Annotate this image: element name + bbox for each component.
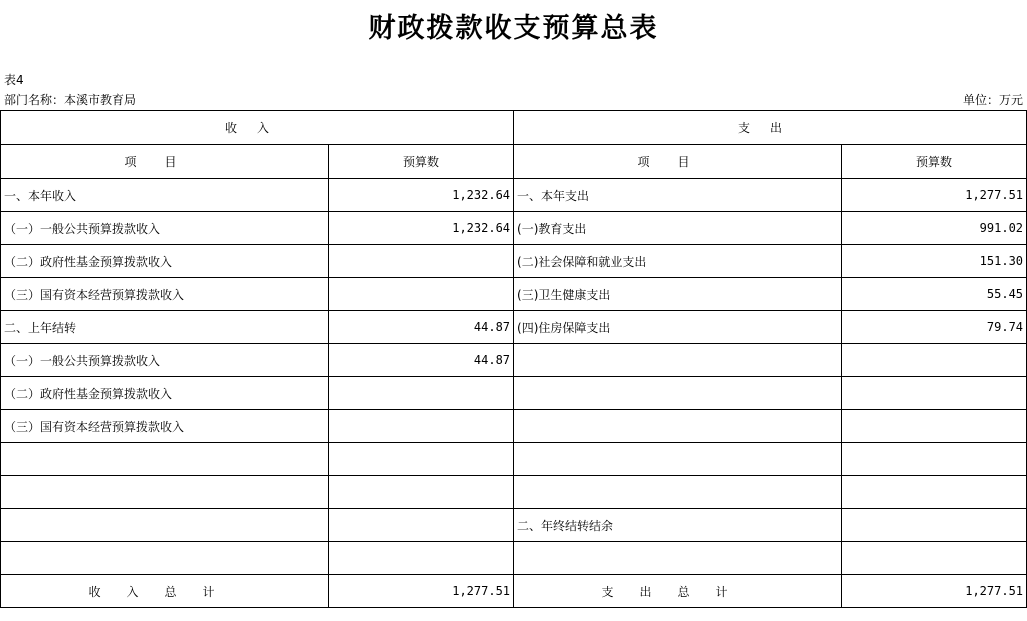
expense-amount-cell	[842, 377, 1027, 410]
income-item-header: 项目	[1, 145, 329, 179]
budget-table	[0, 110, 1027, 608]
expense-item-cell: (四)住房保障支出	[514, 311, 842, 344]
income-amount-cell	[329, 245, 514, 278]
expense-item-cell	[514, 344, 842, 377]
expense-amount-cell	[842, 443, 1027, 476]
table-row	[1, 311, 1027, 344]
expense-amount-cell: 79.74	[842, 311, 1027, 344]
income-total-label: 收入总计	[1, 575, 329, 608]
income-item-cell: 二、上年结转	[1, 311, 329, 344]
expense-item-cell: (三)卫生健康支出	[514, 278, 842, 311]
table-row	[1, 278, 1027, 311]
income-item-cell: （二）政府性基金预算拨款收入	[1, 377, 329, 410]
table-row	[1, 245, 1027, 278]
income-item-cell	[1, 443, 329, 476]
table-row	[1, 509, 1027, 542]
expense-item-cell	[514, 476, 842, 509]
income-amount-cell	[329, 377, 514, 410]
income-amount-cell	[329, 509, 514, 542]
income-budget-header: 预算数	[329, 145, 514, 179]
table-row	[1, 476, 1027, 509]
table-row	[1, 344, 1027, 377]
column-header-row	[1, 145, 1027, 179]
expense-item-cell: (一)教育支出	[514, 212, 842, 245]
income-amount-cell	[329, 542, 514, 575]
income-item-cell: （三）国有资本经营预算拨款收入	[1, 278, 329, 311]
expense-amount-cell: 151.30	[842, 245, 1027, 278]
table-row	[1, 410, 1027, 443]
expense-item-cell: 一、本年支出	[514, 179, 842, 212]
income-amount-cell	[329, 443, 514, 476]
unit-label: 单位：万元	[962, 93, 1023, 107]
expense-amount-cell	[842, 344, 1027, 377]
expense-budget-header: 预算数	[842, 145, 1027, 179]
income-amount-cell: 1,232.64	[329, 179, 514, 212]
table-row	[1, 179, 1027, 212]
expense-item-cell	[514, 542, 842, 575]
expense-item-cell	[514, 377, 842, 410]
expense-total-label: 支出总计	[514, 575, 842, 608]
income-item-cell: （一）一般公共预算拨款收入	[1, 344, 329, 377]
expense-amount-cell	[842, 509, 1027, 542]
expense-item-cell	[514, 443, 842, 476]
page-title: 财政拨款收支预算总表	[368, 13, 659, 44]
income-item-cell	[1, 542, 329, 575]
income-amount-cell	[329, 278, 514, 311]
expense-amount-cell	[842, 410, 1027, 443]
income-item-cell	[1, 476, 329, 509]
expense-header: 支出	[514, 111, 1027, 145]
income-item-cell: （二）政府性基金预算拨款收入	[1, 245, 329, 278]
table-row	[1, 443, 1027, 476]
expense-amount-cell	[842, 542, 1027, 575]
expense-item-cell	[514, 410, 842, 443]
table-number: 表4	[4, 73, 24, 87]
income-item-cell: （一）一般公共预算拨款收入	[1, 212, 329, 245]
income-total-amount: 1,277.51	[329, 575, 514, 608]
income-item-cell	[1, 509, 329, 542]
income-amount-cell	[329, 410, 514, 443]
table-row	[1, 212, 1027, 245]
income-item-cell: 一、本年收入	[1, 179, 329, 212]
income-amount-cell: 1,232.64	[329, 212, 514, 245]
income-header: 收入	[1, 111, 514, 145]
table-row	[1, 542, 1027, 575]
income-amount-cell: 44.87	[329, 344, 514, 377]
expense-amount-cell: 55.45	[842, 278, 1027, 311]
income-amount-cell: 44.87	[329, 311, 514, 344]
totals-row	[1, 575, 1027, 608]
expense-amount-cell: 1,277.51	[842, 179, 1027, 212]
expense-item-cell: 二、年终结转结余	[514, 509, 842, 542]
income-item-cell: （三）国有资本经营预算拨款收入	[1, 410, 329, 443]
expense-amount-cell	[842, 476, 1027, 509]
expense-amount-cell: 991.02	[842, 212, 1027, 245]
income-amount-cell	[329, 476, 514, 509]
department-name: 部门名称：本溪市教育局	[4, 93, 137, 107]
section-header-row	[1, 111, 1027, 145]
expense-item-cell: (二)社会保障和就业支出	[514, 245, 842, 278]
expense-item-header: 项目	[514, 145, 842, 179]
expense-total-amount: 1,277.51	[842, 575, 1027, 608]
table-row	[1, 377, 1027, 410]
